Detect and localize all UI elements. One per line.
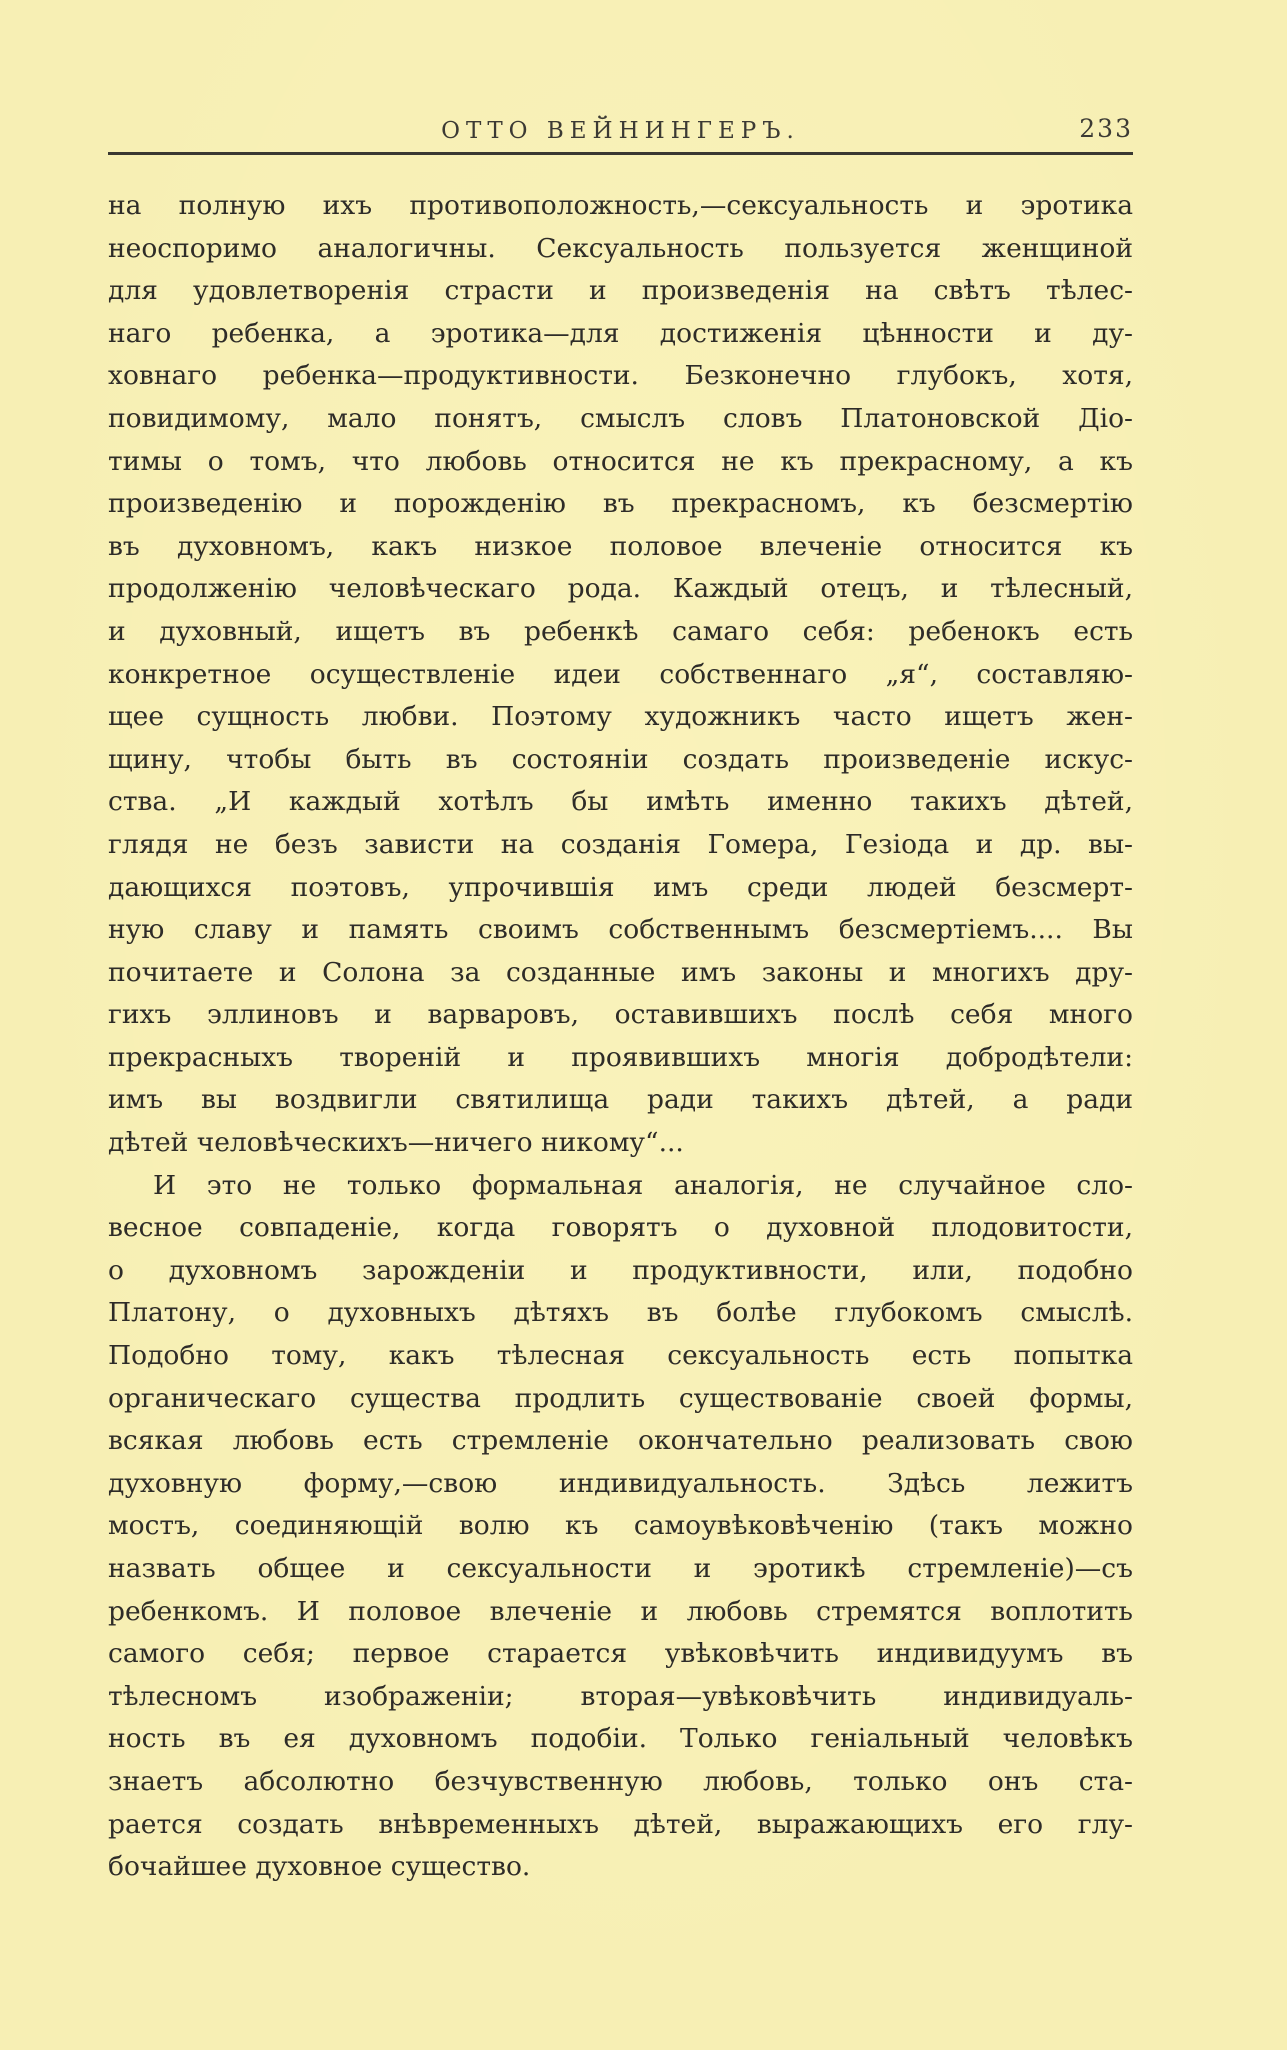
text-line: духовную форму,—свою индивидуальность. Здѣсь лежитъ (108, 1467, 1133, 1499)
text-line: дающихся поэтовъ, упрочившія имъ среди людей безсмерт- (108, 871, 1133, 903)
text-line: знаетъ абсолютно безчувственную любовь, только онъ ста- (108, 1765, 1133, 1797)
text-line: повидимому, мало понятъ, смыслъ словъ Платоновской Діо- (108, 402, 1133, 434)
page-number: 233 (1079, 114, 1133, 143)
text-line: органическаго существа продлить существованіе своей формы, (108, 1382, 1133, 1414)
text-line: щину, чтобы быть въ состояніи создать произведеніе искус- (108, 743, 1133, 775)
text-line: ства. „И каждый хотѣлъ бы имѣть именно такихъ дѣтей, (108, 786, 1133, 818)
paragraph-end-line: дѣтей человѣческихъ—ничего никому“... (108, 1127, 684, 1159)
text-line: наго ребенка, а эротика—для достиженія цѣнности и ду- (108, 317, 1133, 349)
paragraph-end-line: бочайшее духовное существо. (108, 1851, 531, 1883)
text-line: назвать общее и сексуальности и эротикѣ стремленіе)—съ (108, 1553, 1133, 1584)
text-line: о духовномъ зарожденіи и продуктивности, или, подобно (108, 1254, 1133, 1286)
text-line: рается создать внѣвременныхъ дѣтей, выражающихъ его глу- (108, 1808, 1133, 1840)
text-line: глядя не безъ зависти на созданія Гомера, Гезіода и др. вы- (108, 828, 1133, 860)
text-line: всякая любовь есть стремленіе окончательно реализовать свою (108, 1425, 1133, 1457)
text-line: конкретное осуществленіе идеи собственнаго „я“, составляю- (108, 658, 1133, 690)
text-line: и духовный, ищетъ въ ребенкѣ самаго себя: ребенокъ есть (108, 615, 1133, 647)
text-line: ребенкомъ. И половое влеченіе и любовь стремятся воплотить (108, 1595, 1133, 1627)
text-line: прекрасныхъ твореній и проявившихъ многія добродѣтели: (108, 1041, 1133, 1073)
text-line: щее сущность любви. Поэтому художникъ часто ищетъ жен- (108, 701, 1133, 733)
text-line: Подобно тому, какъ тѣлесная сексуальность есть попытка (108, 1340, 1133, 1372)
text-line: въ духовномъ, какъ низкое половое влеченіе относится къ (108, 530, 1133, 562)
text-line: мостъ, соединяющій волю къ самоувѣковѣченію (такъ можно (108, 1510, 1133, 1542)
text-line: ность въ ея духовномъ подобіи. Только геніальный человѣкъ (108, 1723, 1133, 1755)
header-rule (108, 152, 1133, 155)
text-line: тимы о томъ, что любовь относится не къ прекрасному, а къ (108, 445, 1133, 477)
text-line: почитаете и Солона за созданные имъ законы и многихъ дру- (108, 956, 1133, 988)
text-line: на полную ихъ противоположность,—сексуальность и эротика (108, 190, 1133, 221)
text-line: произведенію и порожденію въ прекрасномъ, къ безсмертію (108, 488, 1133, 520)
text-line: имъ вы воздвигли святилища ради такихъ дѣтей, а ради (108, 1084, 1133, 1116)
text-line: ную славу и память своимъ собственнымъ безсмертіемъ.... Вы (108, 914, 1133, 946)
text-line: неоспоримо аналогичны. Сексуальность пользуется женщиной (108, 232, 1133, 264)
text-line: тѣлесномъ изображеніи; вторая—увѣковѣчить индивидуаль- (108, 1680, 1133, 1712)
text-line: гихъ эллиновъ и варваровъ, оставившихъ послѣ себя много (108, 999, 1133, 1031)
text-line: ховнаго ребенка—продуктивности. Безконечно глубокъ, хотя, (108, 360, 1133, 392)
paragraph-start-line: И это не только формальная аналогія, не случайное сло- (153, 1169, 1133, 1201)
text-line: самого себя; первое старается увѣковѣчить индивидуумъ въ (108, 1638, 1133, 1670)
text-line: Платону, о духовныхъ дѣтяхъ въ болѣе глубокомъ смыслѣ. (108, 1297, 1133, 1329)
text-line: весное совпаденіе, когда говорятъ о духовной плодовитости, (108, 1212, 1133, 1244)
running-head (108, 108, 1133, 148)
text-line: продолженію человѣческаго рода. Каждый отецъ, и тѣлесный, (108, 573, 1133, 605)
body-text (108, 185, 1133, 1889)
running-title: ОТТО ВЕЙНИНГЕРЪ. (441, 118, 800, 144)
text-line: для удовлетворенія страсти и произведенія на свѣтъ тѣлес- (108, 275, 1133, 307)
